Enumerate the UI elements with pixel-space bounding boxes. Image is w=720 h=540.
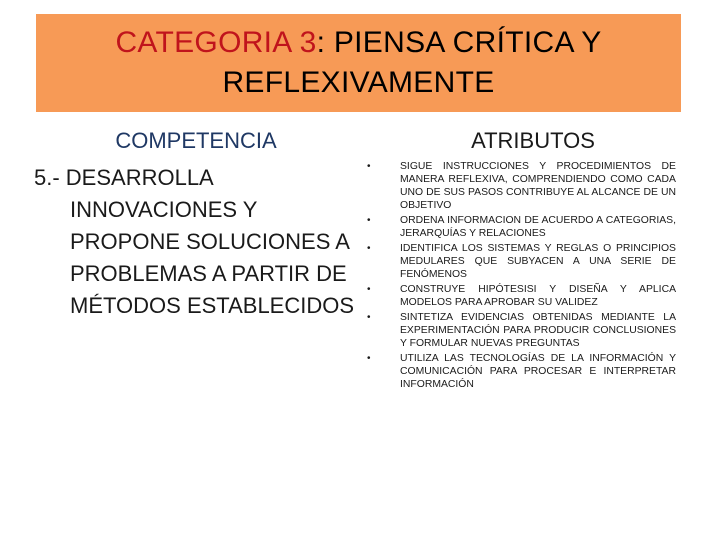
atributo-item [364,283,676,309]
competencia-heading: COMPETENCIA [115,128,277,153]
slide-title [36,23,681,103]
atributos-list [364,160,676,391]
bullet-icon: • [367,161,371,172]
atributo-text: SIGUE INSTRUCCIONES Y PROCEDIMIENTOS DE MANERA REFLEXIVA, COMPRENDIENDO COMO CADA UNO DE SUS PASOS CONTRIBUYE AL ALCANCE DE UN OBJETIVO [400,161,676,211]
atributo-text: ORDENA INFORMACION DE ACUERDO A CATEGORIAS, JERARQUÍAS Y RELACIONES [400,215,676,239]
atributo-text: CONSTRUYE HIPÓTESISI Y DISEÑA Y APLICA MODELOS PARA APROBAR SU VALIDEZ [400,284,676,308]
bullet-icon: • [367,353,371,364]
atributo-item [364,242,676,281]
title-category: CATEGORIA 3 [115,26,317,59]
atributo-item [364,214,676,240]
atributo-item [364,352,676,391]
bullet-icon: • [367,312,371,323]
atributo-text: IDENTIFICA LOS SISTEMAS Y REGLAS O PRINCIPIOS MEDULARES QUE SUBYACEN A UNA SERIE DE FENÓMENOS [400,243,676,280]
bullet-icon: • [367,215,371,226]
bullet-icon: • [367,284,371,295]
competencia-column [30,126,360,322]
atributo-item [364,160,676,212]
atributo-text: UTILIZA LAS TECNOLOGÍAS DE LA INFORMACIÓN Y COMUNICACIÓN PARA PROCESAR E INTERPRETAR INFORMACIÓN [400,353,676,390]
atributos-heading: ATRIBUTOS [471,128,595,153]
bullet-icon: • [367,243,371,254]
atributos-column [364,126,676,393]
atributo-item [364,311,676,350]
title-banner [36,14,681,112]
title-rest: : PIENSA CRÍTICA Y REFLEXIVAMENTE [222,26,602,99]
atributo-text: SINTETIZA EVIDENCIAS OBTENIDAS MEDIANTE LA EXPERIMENTACIÓN PARA PRODUCIR CONCLUSIONES Y FORMULAR NUEVAS PREGUNTAS [400,312,676,349]
competencia-text: 5.- DESARROLLA INNOVACIONES Y PROPONE SOLUCIONES A PROBLEMAS A PARTIR DE MÉTODOS ESTABLECIDOS [34,165,355,318]
